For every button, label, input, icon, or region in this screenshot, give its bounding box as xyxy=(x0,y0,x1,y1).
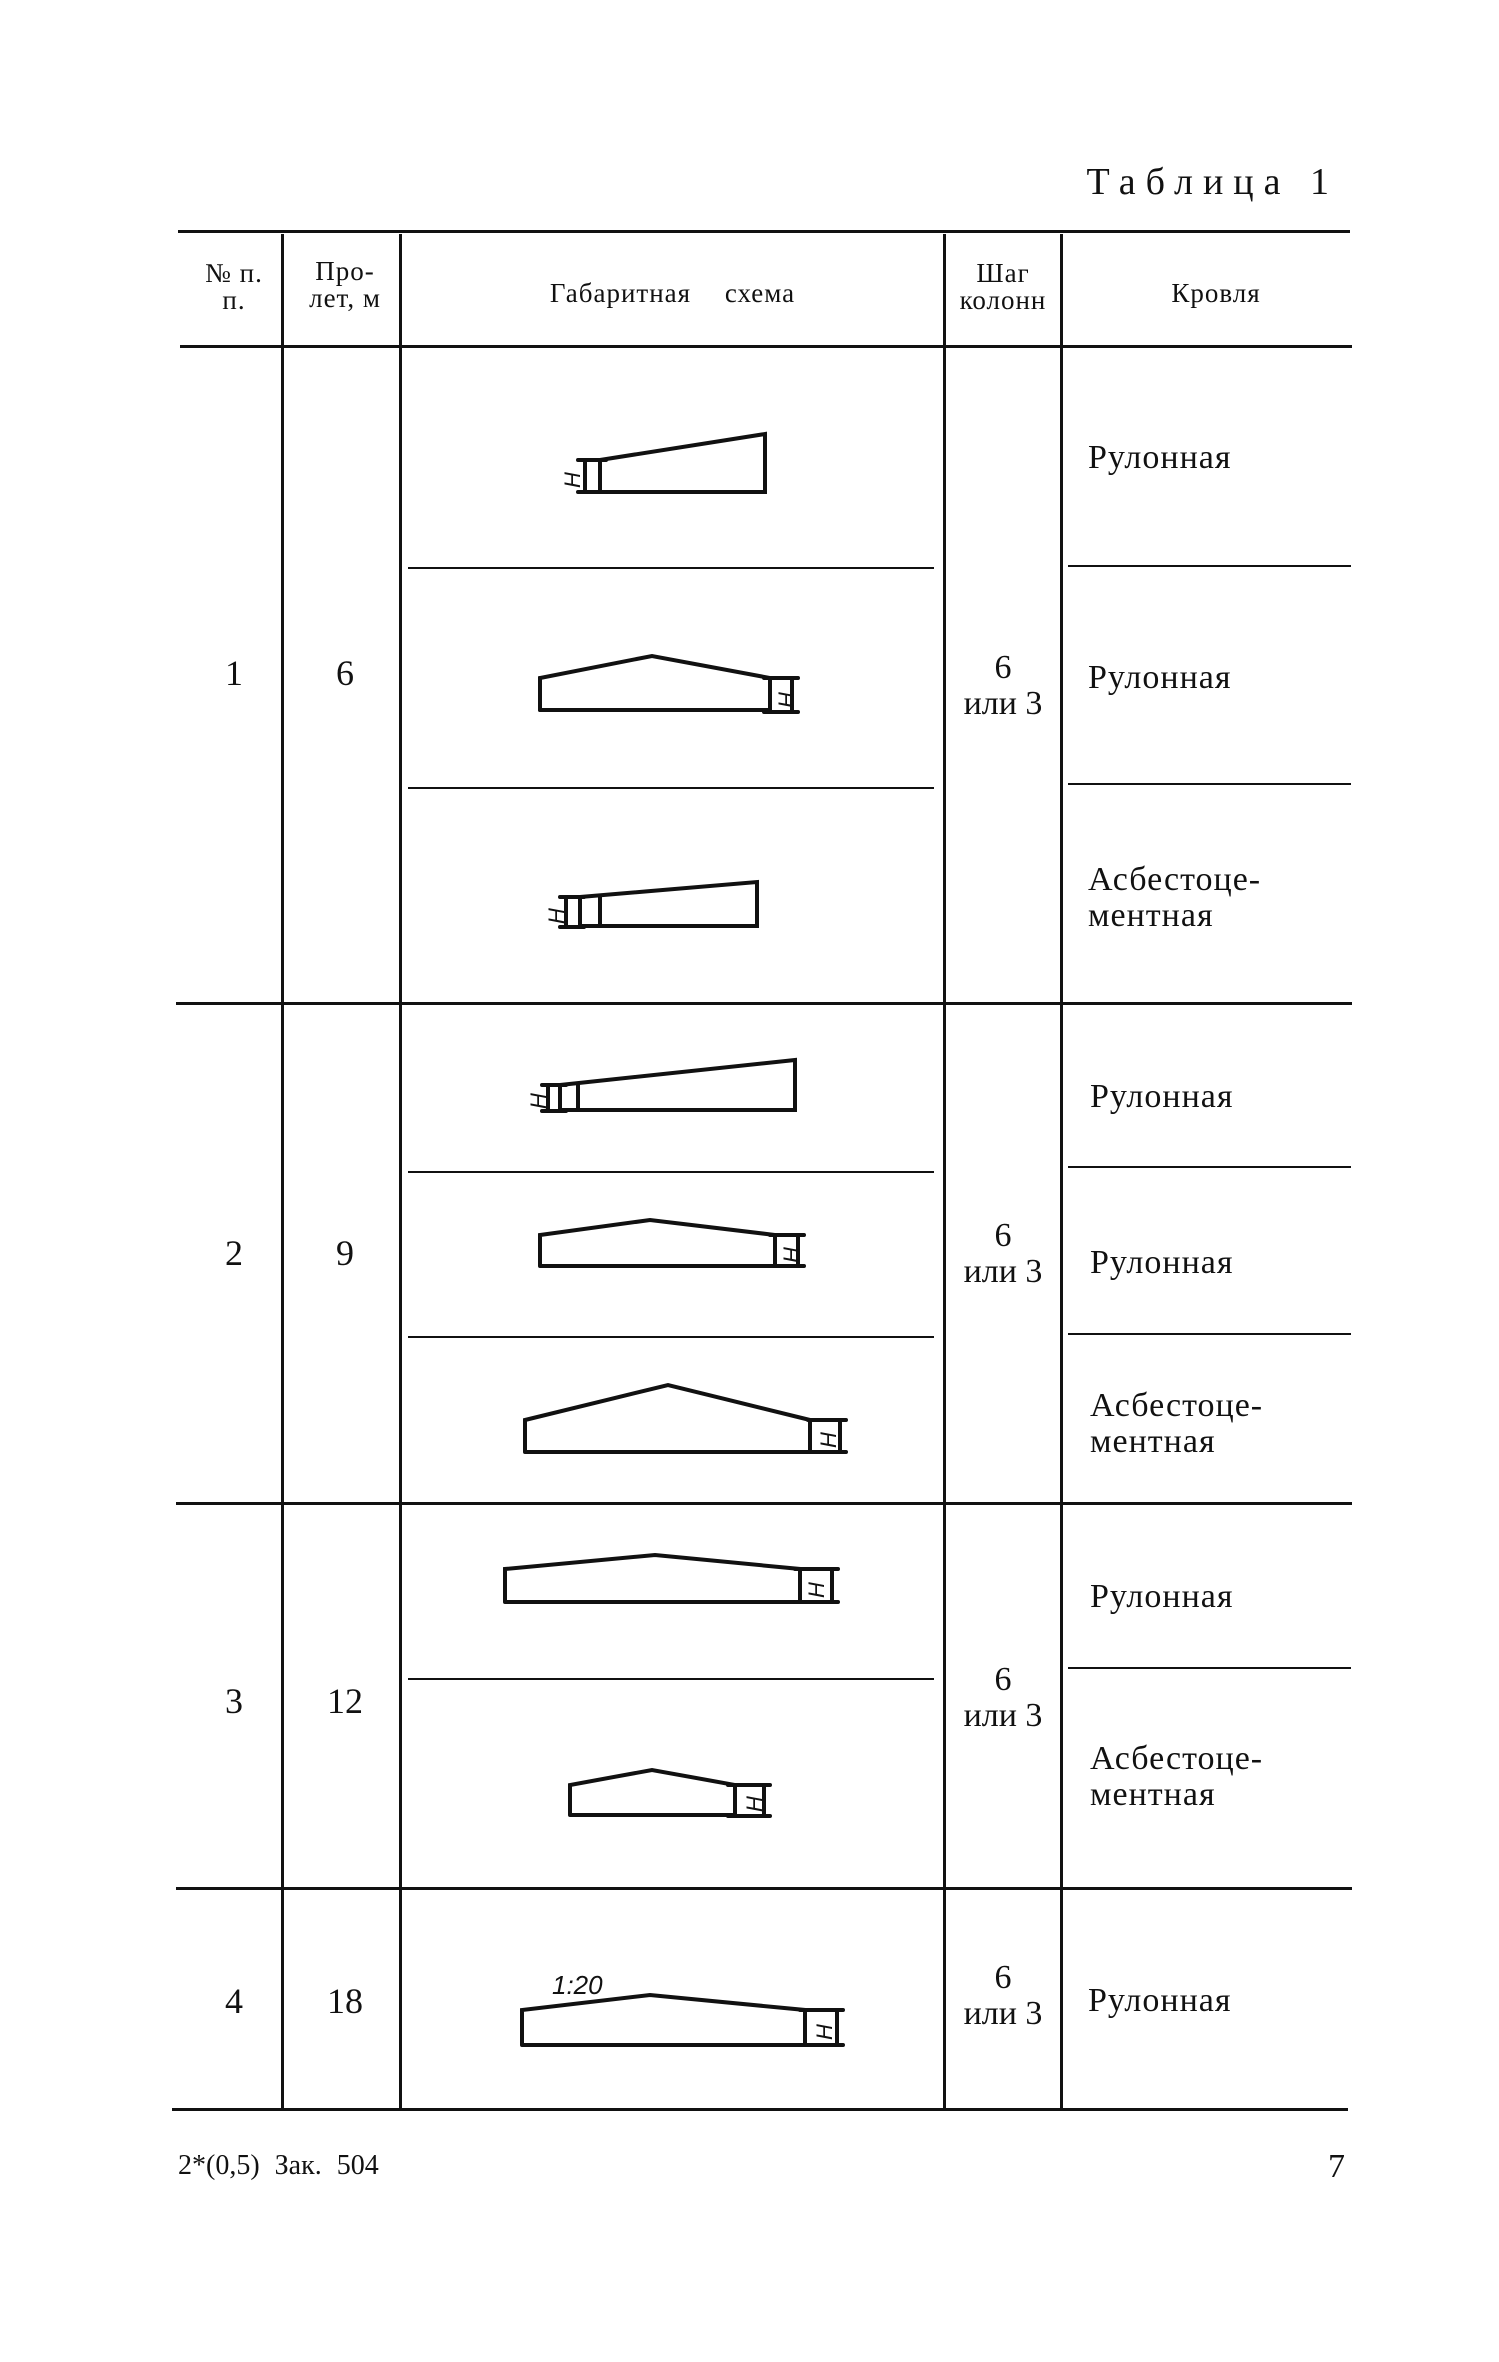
row-2-span: 9 xyxy=(336,1233,354,1273)
row-1-step-value: 6 xyxy=(994,649,1012,686)
dim-h-label: H xyxy=(812,2024,837,2040)
header-num-text: № п. п. xyxy=(205,258,263,315)
dim-h-label: H xyxy=(526,1093,551,1109)
row-2-step-value: 6 xyxy=(994,1217,1012,1254)
row-1-roof-1: Рулонная xyxy=(1088,439,1232,476)
row-3-roof-2: Асбестоце- ментная xyxy=(1090,1740,1264,1813)
page-number: 7 xyxy=(1328,2148,1345,2185)
scheme-monopitch-1a xyxy=(578,434,765,492)
header-span-text: Про- лет, м xyxy=(309,256,381,313)
dim-h-label: H xyxy=(742,1796,767,1812)
scheme-gable-3a xyxy=(505,1555,838,1602)
row-4-span: 18 xyxy=(327,1981,363,2021)
header-step-text: Шаг колонн xyxy=(959,258,1047,315)
row-3-roof-1: Рулонная xyxy=(1090,1578,1234,1615)
row-1-num: 1 xyxy=(225,653,243,693)
dim-h-label: H xyxy=(560,472,585,488)
row-1-step-alt: или 3 xyxy=(963,685,1043,722)
row-4-roof-1: Рулонная xyxy=(1088,1982,1232,2019)
scheme-gable-3b xyxy=(570,1770,770,1816)
row-2-roof-3: Асбестоце- ментная xyxy=(1090,1387,1264,1460)
dim-h-label: H xyxy=(816,1432,841,1448)
slope-label: 1:20 xyxy=(552,1970,603,2000)
row-4-step-value: 6 xyxy=(994,1959,1012,1996)
dim-h-label: H xyxy=(804,1582,829,1598)
row-2-roof-2: Рулонная xyxy=(1090,1244,1234,1281)
row-3-num: 3 xyxy=(225,1681,243,1721)
row-3-step-value: 6 xyxy=(994,1661,1012,1698)
row-2-step-alt: или 3 xyxy=(963,1253,1043,1290)
dim-h-label: H xyxy=(774,692,799,708)
header-scheme-text: Габаритная схема xyxy=(549,278,796,308)
row-1-span: 6 xyxy=(336,653,354,693)
row-3-step-alt: или 3 xyxy=(963,1697,1043,1734)
scheme-gable-2b xyxy=(540,1220,804,1266)
scheme-gable-4 xyxy=(522,1995,843,2045)
row-4-step-alt: или 3 xyxy=(963,1995,1043,2032)
scheme-monopitch-2a xyxy=(542,1060,795,1111)
scheme-gable-2c xyxy=(525,1385,846,1452)
footer-order-info: 2*(0,5) Зак. 504 xyxy=(178,2150,379,2181)
row-2-num: 2 xyxy=(225,1233,243,1273)
table-caption: Таблица 1 xyxy=(1086,161,1339,203)
scheme-monopitch-1c xyxy=(560,882,757,927)
header-roof-text: Кровля xyxy=(1171,278,1261,308)
row-4-num: 4 xyxy=(225,1981,243,2021)
dim-h-label: H xyxy=(779,1247,804,1263)
row-1-roof-3: Асбестоце- ментная xyxy=(1088,861,1262,934)
scheme-gable-1b xyxy=(540,656,798,712)
row-3-span: 12 xyxy=(327,1681,363,1721)
row-1-roof-2: Рулонная xyxy=(1088,659,1232,696)
row-2-roof-1: Рулонная xyxy=(1090,1078,1234,1115)
dim-h-label: H xyxy=(544,908,569,924)
